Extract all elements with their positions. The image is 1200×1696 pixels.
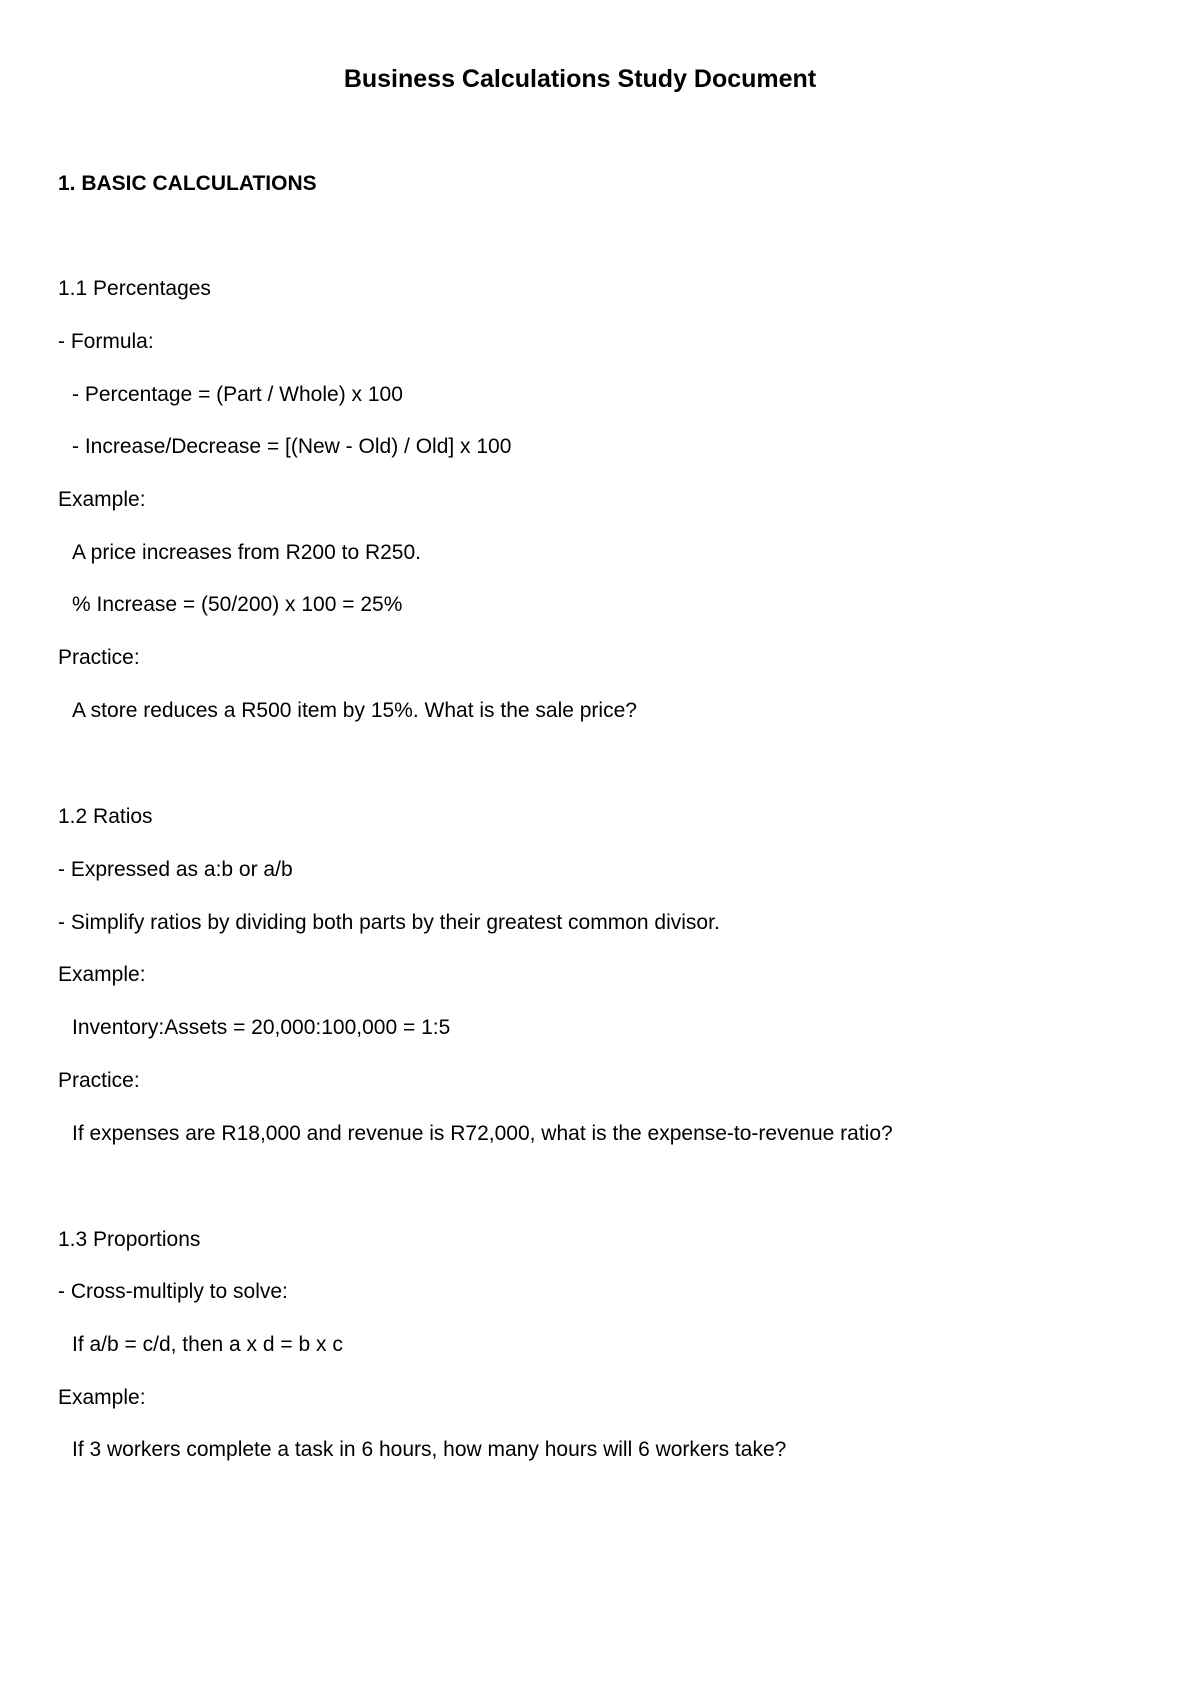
example-label: Example: — [58, 488, 146, 511]
section-heading: 1. BASIC CALCULATIONS — [58, 172, 317, 195]
practice-label: Practice: — [58, 1069, 140, 1092]
practice-label: Practice: — [58, 646, 140, 669]
subsection-heading: 1.3 Proportions — [58, 1228, 201, 1251]
example-line: A price increases from R200 to R250. — [72, 541, 422, 564]
example-line: % Increase = (50/200) x 100 = 25% — [72, 593, 403, 616]
formula-line: If a/b = c/d, then a x d = b x c — [72, 1333, 343, 1356]
formula-label: - Formula: — [58, 330, 154, 353]
document-title: Business Calculations Study Document — [343, 65, 817, 93]
practice-line: If expenses are R18,000 and revenue is R72,000, what is the expense-to-revenue ratio? — [72, 1122, 893, 1145]
example-line: Inventory:Assets = 20,000:100,000 = 1:5 — [72, 1016, 451, 1039]
bullet-line: - Expressed as a:b or a/b — [58, 858, 293, 881]
example-label: Example: — [58, 963, 146, 986]
example-label: Example: — [58, 1386, 146, 1409]
subsection-heading: 1.2 Ratios — [58, 805, 153, 828]
bullet-line: - Cross-multiply to solve: — [58, 1280, 288, 1303]
example-line: If 3 workers complete a task in 6 hours, how many hours will 6 workers take? — [72, 1438, 787, 1461]
formula-line: - Increase/Decrease = [(New - Old) / Old] x 100 — [72, 435, 512, 458]
formula-line: - Percentage = (Part / Whole) x 100 — [72, 383, 403, 406]
bullet-line: - Simplify ratios by dividing both parts by their greatest common divisor. — [58, 911, 720, 934]
practice-line: A store reduces a R500 item by 15%. What is the sale price? — [72, 699, 637, 722]
subsection-heading: 1.1 Percentages — [58, 277, 211, 300]
